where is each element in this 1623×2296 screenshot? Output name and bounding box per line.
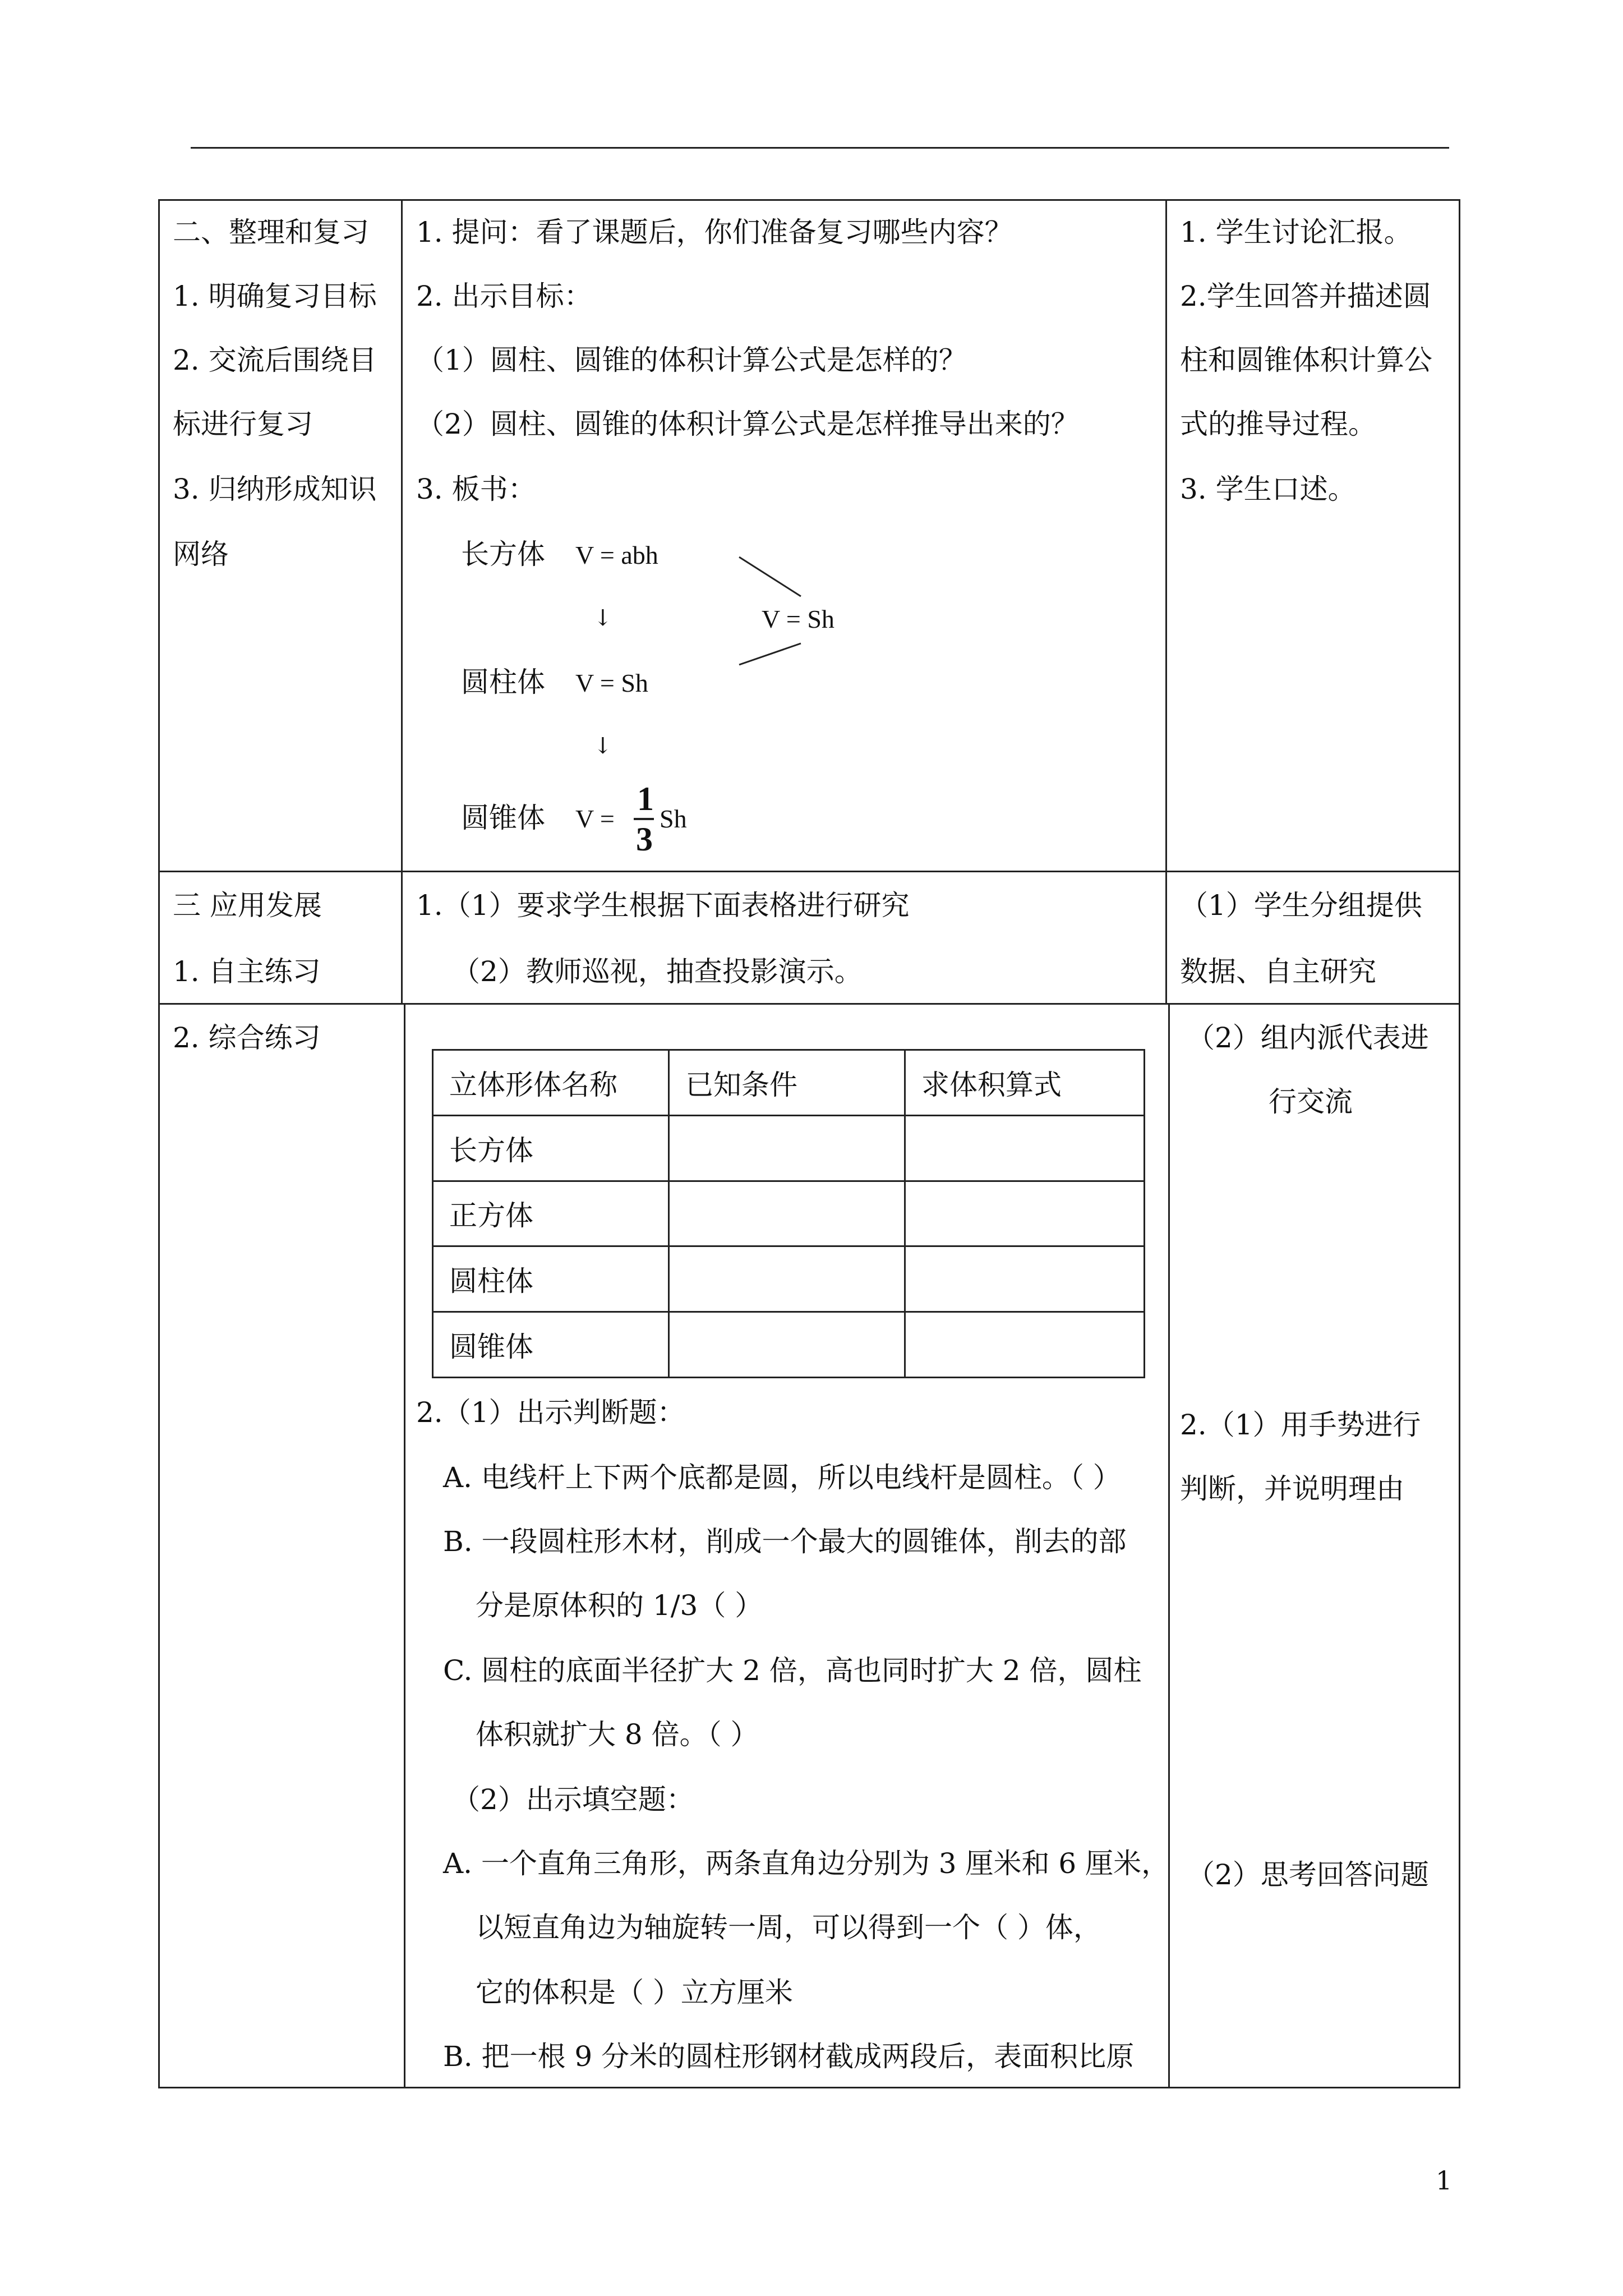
table-row [433, 1246, 1145, 1312]
table-cell [669, 1181, 905, 1246]
table-cell [669, 1246, 905, 1312]
response-4a: （1）学生分组提供 [1180, 889, 1422, 922]
response-1: 1. 学生讨论汇报。 [1180, 216, 1412, 249]
section2-item3a: 3. 归纳形成知识 [173, 473, 377, 505]
col-divider-2b [1168, 1003, 1170, 2088]
fraction-numerator: 1 [637, 780, 654, 817]
table-header: 立体形体名称 [433, 1050, 669, 1116]
arrow-down-icon: ↓ [593, 733, 612, 759]
question-1: 1. 提问：看了课题后，你们准备复习哪些内容？ [416, 216, 1013, 249]
section2-item2b: 标进行复习 [173, 408, 313, 440]
board-cuboid-formula: V = abh [575, 541, 658, 569]
board-cone-formula-prefix: V = [575, 804, 615, 833]
board-cone-formula-suffix: Sh [660, 804, 687, 833]
row-divider-2 [158, 1003, 1460, 1005]
table-bottom-border [158, 2087, 1460, 2088]
table-cell [905, 1246, 1145, 1312]
response-4b: 数据、自主研究 [1180, 955, 1376, 988]
table-cell [905, 1115, 1145, 1181]
application-item-2: （2）教师巡视，抽查投影演示。 [452, 955, 863, 988]
response-3: 3. 学生口述。 [1180, 473, 1356, 505]
fill-a1: A. 一个直角三角形，两条直角边分别为 3 厘米和 6 厘米， [443, 1847, 1170, 1880]
table-top-border [158, 199, 1460, 201]
section2-title: 二、整理和复习 [173, 216, 369, 249]
response-2c: 式的推导过程。 [1180, 408, 1376, 440]
board-cuboid-name: 长方体 [461, 538, 545, 570]
judge-b1: B. 一段圆柱形木材，削成一个最大的圆锥体，削去的部 [443, 1525, 1127, 1558]
response-7: （2）思考回答问题 [1187, 1858, 1429, 1891]
fill-b1: B. 把一根 9 分米的圆柱形钢材截成两段后，表面积比原 [443, 2040, 1135, 2073]
row-divider-1 [158, 871, 1460, 872]
board-merged-formula: V = Sh [762, 605, 834, 633]
fill-a3: 它的体积是（ ）立方厘米 [476, 1976, 793, 2009]
response-2b: 柱和圆锥体积计算公 [1180, 344, 1432, 376]
table-cell: 长方体 [433, 1115, 669, 1181]
table-cell: 正方体 [433, 1181, 669, 1246]
judge-a: A. 电线杆上下两个底都是圆，所以电线杆是圆柱。（ ） [443, 1461, 1121, 1494]
application-item-1: 1.（1）要求学生根据下面表格进行研究 [416, 889, 910, 922]
question-3: 3. 板书： [416, 473, 536, 505]
board-connector-lines [735, 553, 813, 670]
section2-item3b: 网络 [173, 538, 229, 570]
fraction-denominator: 3 [636, 821, 653, 858]
board-cylinder-formula: V = Sh [575, 669, 648, 697]
response-6a: 2.（1）用手势进行 [1180, 1409, 1421, 1441]
response-2a: 2.学生回答并描述圆 [1180, 280, 1431, 312]
response-6b: 判断，并说明理由 [1180, 1473, 1404, 1505]
section2-item2a: 2. 交流后围绕目 [173, 344, 377, 376]
table-header: 求体积算式 [905, 1050, 1145, 1116]
judge-b2: 分是原体积的 1/3（ ） [476, 1589, 763, 1622]
table-cell [669, 1115, 905, 1181]
table-cell [669, 1312, 905, 1378]
section3-item1: 1. 自主练习 [173, 955, 321, 988]
table-row [433, 1312, 1145, 1378]
table-right-border [1459, 199, 1460, 2088]
table-left-border [158, 199, 160, 2088]
goal-2: （2）圆柱、圆锥的体积计算公式是怎样推导出来的？ [416, 408, 1079, 440]
table-cell [905, 1312, 1145, 1378]
table-cell [905, 1181, 1145, 1246]
page-number: 1 [1436, 2165, 1453, 2196]
board-cone-name: 圆锥体 [461, 802, 545, 834]
header-rule [191, 147, 1449, 149]
judge-c1: C. 圆柱的底面半径扩大 2 倍，高也同时扩大 2 倍，圆柱 [443, 1654, 1142, 1687]
table-header: 已知条件 [669, 1050, 905, 1116]
section2-item1: 1. 明确复习目标 [173, 280, 377, 312]
table-cell: 圆柱体 [433, 1246, 669, 1312]
table-header-row [433, 1050, 1145, 1116]
col-divider-1b [404, 1003, 405, 2088]
table-row [433, 1181, 1145, 1246]
board-cylinder-name: 圆柱体 [461, 666, 545, 698]
judge-c2: 体积就扩大 8 倍。（ ） [476, 1718, 759, 1751]
question-2: 2. 出示目标： [416, 280, 592, 312]
response-5b: 行交流 [1269, 1085, 1353, 1118]
section3-title: 三 应用发展 [173, 889, 322, 922]
section3-item2: 2. 综合练习 [173, 1022, 321, 1054]
goal-1: （1）圆柱、圆锥的体积计算公式是怎样的？ [416, 344, 967, 376]
response-5a: （2）组内派代表进 [1187, 1022, 1429, 1054]
col-divider-1 [401, 199, 403, 1005]
col-divider-2 [1165, 199, 1167, 1005]
fill-title: （2）出示填空题： [452, 1783, 694, 1816]
arrow-down-icon: ↓ [593, 605, 612, 631]
table-row [433, 1115, 1145, 1181]
fill-a2: 以短直角边为轴旋转一周，可以得到一个（ ）体， [476, 1911, 1101, 1944]
table-cell: 圆锥体 [433, 1312, 669, 1378]
judge-title: 2.（1）出示判断题： [416, 1396, 685, 1429]
volume-research-table [432, 1049, 1145, 1378]
